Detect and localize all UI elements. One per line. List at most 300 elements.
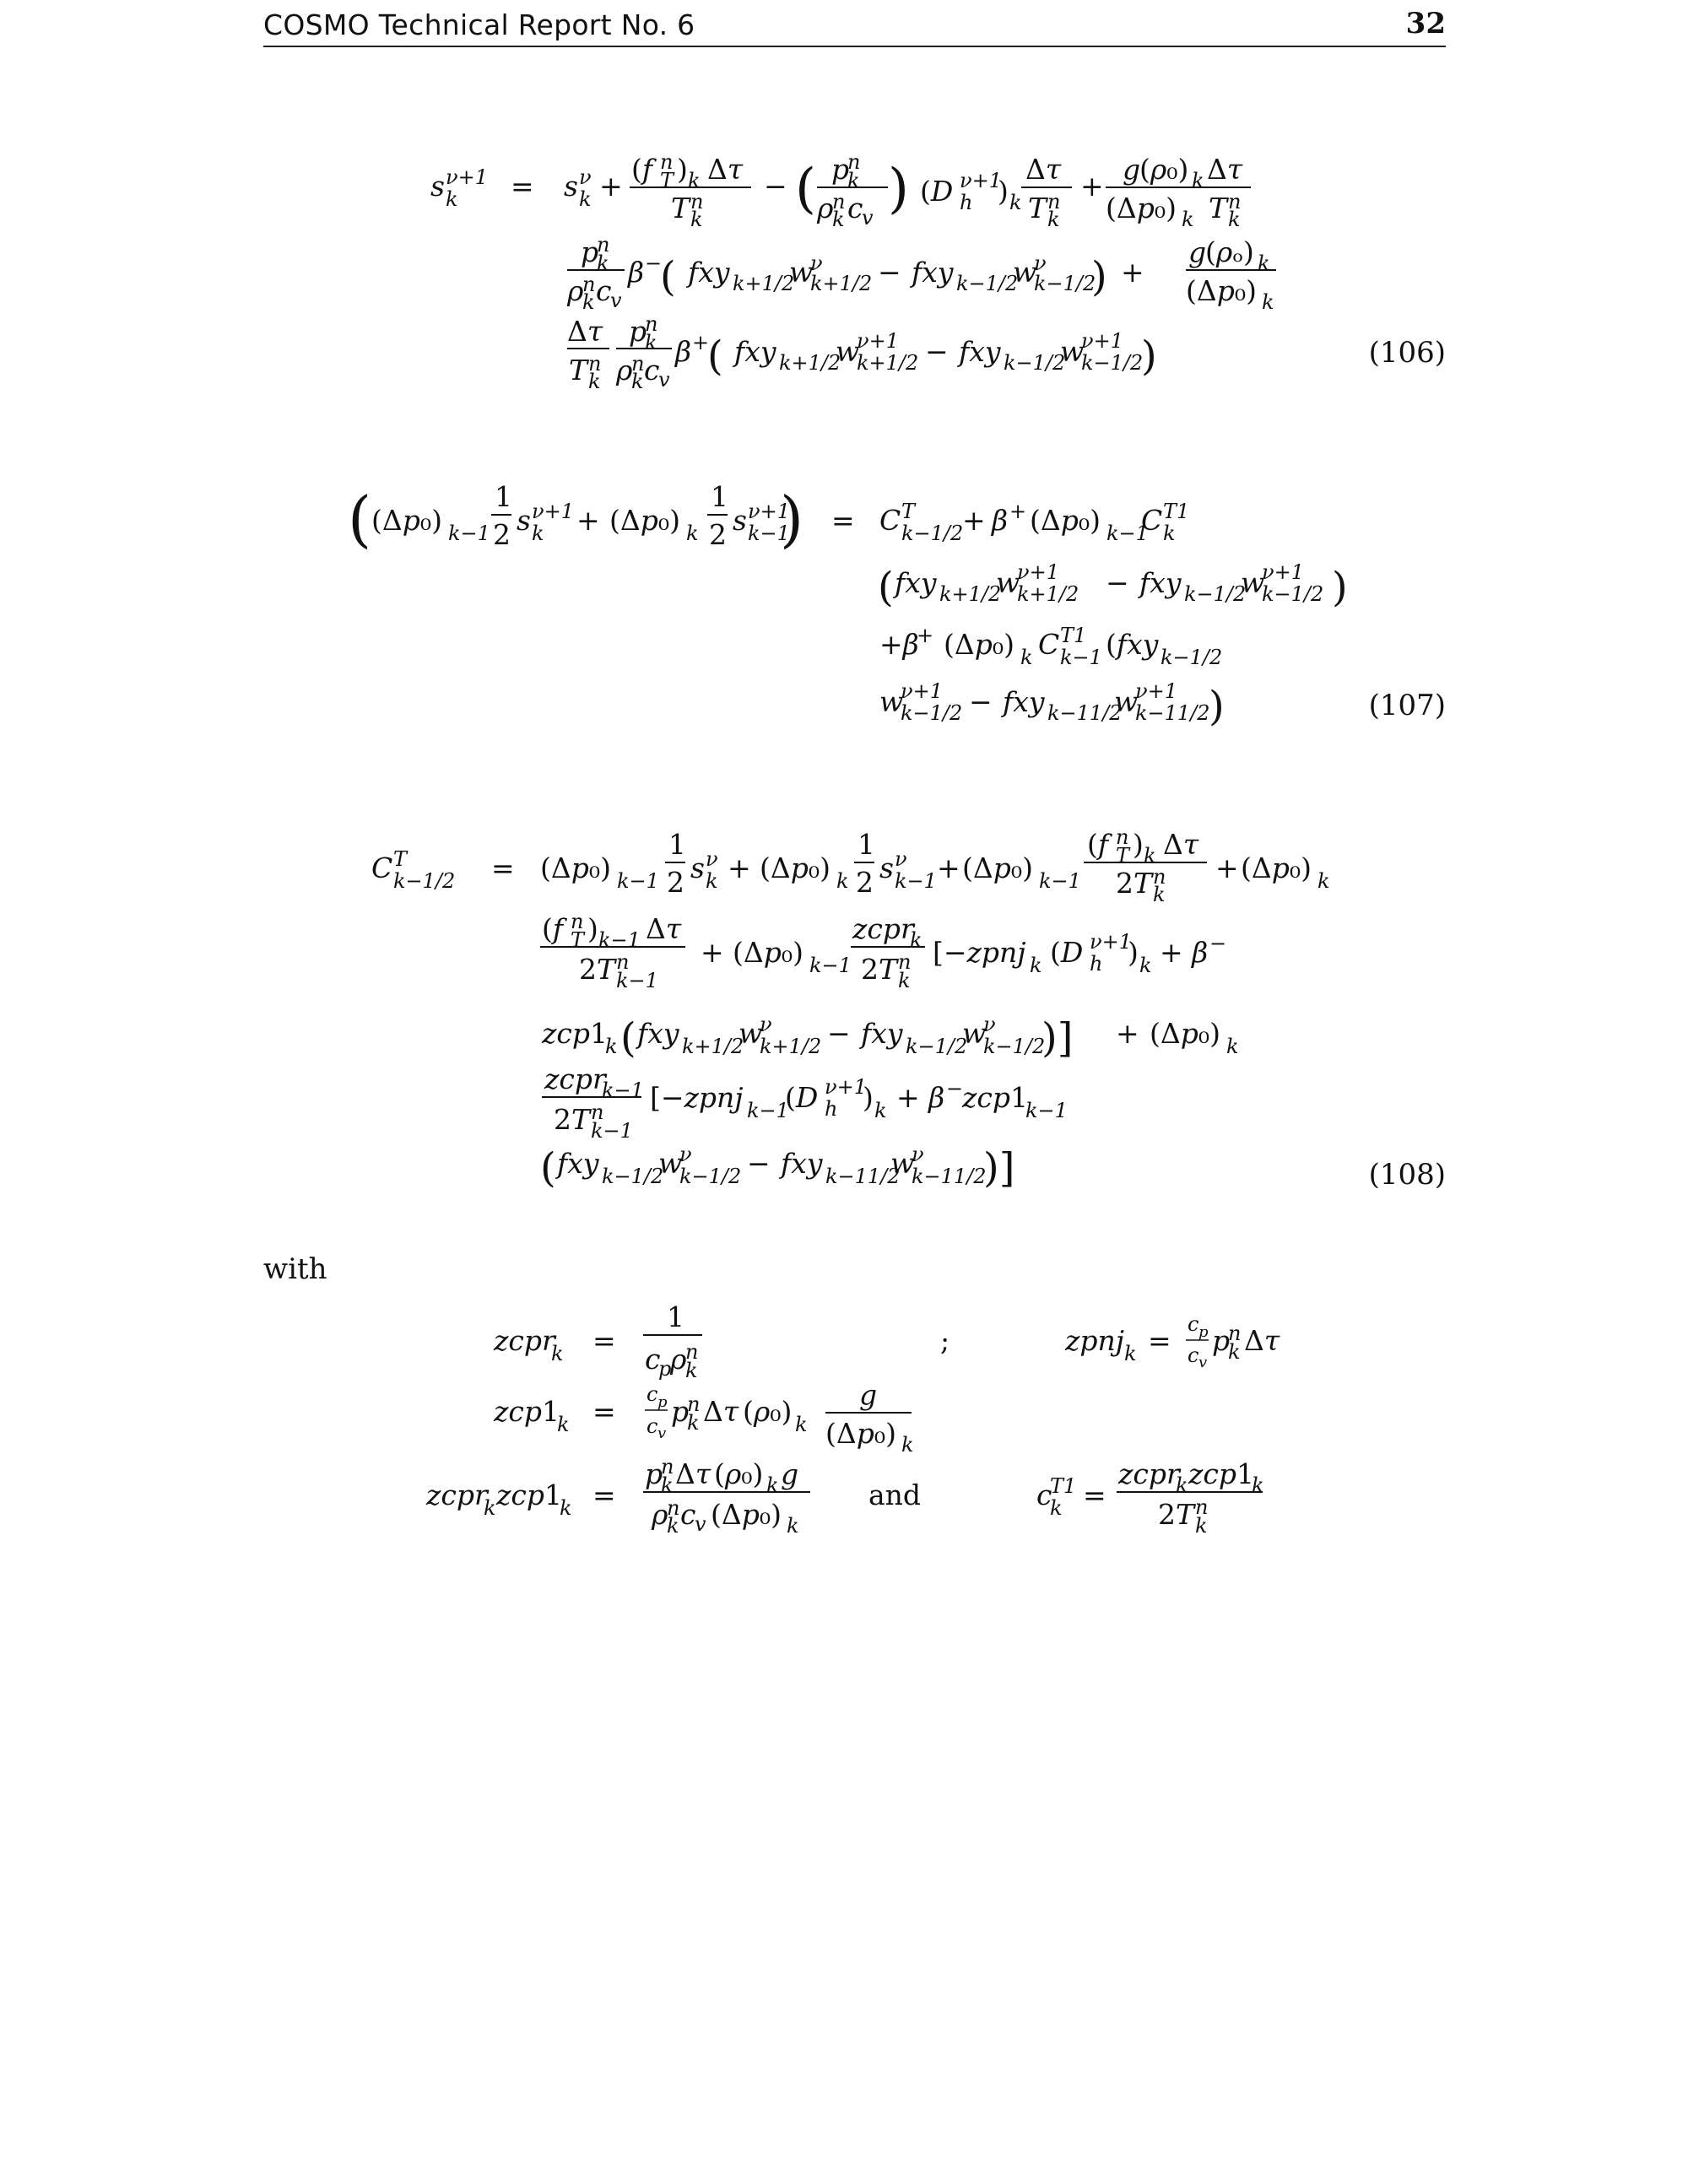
svg-text:fxy: fxy (1139, 566, 1182, 599)
svg-text:g: g (1188, 235, 1207, 268)
svg-text:+ β: + β (896, 1081, 945, 1114)
svg-text:2T: 2T (554, 1103, 591, 1136)
svg-text:k: k (874, 1099, 887, 1122)
svg-text:w: w (879, 685, 904, 718)
svg-text:k: k (1009, 191, 1022, 214)
svg-text:c: c (1188, 1312, 1199, 1336)
svg-text:k: k (706, 869, 718, 893)
svg-text:=: = (1083, 1479, 1106, 1511)
svg-text:p: p (629, 315, 647, 348)
svg-text:(: ( (878, 564, 894, 611)
svg-text:−: − (764, 170, 787, 203)
svg-text:k−1: k−1 (617, 869, 659, 893)
svg-text:+β: +β (879, 628, 919, 661)
svg-text:w: w (1241, 566, 1265, 599)
svg-text:ν+1: ν+1 (1135, 679, 1177, 703)
svg-text:ν: ν (706, 847, 718, 871)
svg-text:k−1: k−1 (1106, 522, 1149, 545)
svg-text:ν: ν (1034, 251, 1047, 275)
svg-text:2: 2 (709, 518, 727, 551)
svg-text:k−1: k−1 (591, 1119, 633, 1143)
svg-text:k−1/2: k−1/2 (1034, 272, 1096, 295)
svg-text:n: n (1116, 825, 1129, 849)
svg-text:fxy: fxy (734, 335, 776, 368)
equation-108 (371, 825, 1330, 1192)
svg-text:k−11/2: k−11/2 (912, 1165, 987, 1188)
svg-text:zcpr: zcpr (852, 912, 914, 945)
svg-text:ν+1: ν+1 (532, 500, 574, 523)
svg-text:(Δp₀): (Δp₀) (962, 851, 1033, 884)
svg-text:k−1/2: k−1/2 (901, 522, 964, 545)
svg-text:(Δp₀): (Δp₀) (1150, 1017, 1220, 1050)
svg-text:Δτ: Δτ (703, 1395, 739, 1428)
svg-text:n: n (1047, 190, 1061, 214)
svg-text:β: β (628, 256, 645, 289)
svg-text:(Δp₀): (Δp₀) (760, 851, 830, 884)
svg-text:ν+1: ν+1 (857, 329, 899, 353)
svg-text:−: − (747, 1147, 771, 1180)
svg-text:w: w (658, 1147, 683, 1180)
svg-text:C: C (371, 851, 393, 884)
svg-text:k+1/2: k+1/2 (857, 351, 919, 375)
svg-text:T1: T1 (1060, 624, 1087, 647)
svg-text:k−1: k−1 (1039, 869, 1081, 893)
svg-text:n: n (571, 910, 584, 933)
svg-text:c: c (680, 1498, 696, 1531)
svg-text:T: T (901, 500, 916, 523)
svg-text:zcp: zcp (1188, 1457, 1236, 1490)
svg-text:[−zpnj: [−zpnj (650, 1081, 744, 1114)
svg-text:n: n (690, 190, 704, 214)
svg-text:1: 1 (1236, 1457, 1254, 1490)
svg-text:s: s (879, 851, 894, 884)
svg-text:k: k (836, 869, 849, 893)
svg-text:=: = (592, 1395, 616, 1428)
svg-text:k−1/2: k−1/2 (679, 1165, 742, 1188)
svg-text:+ β: + β (1160, 936, 1209, 969)
svg-text:p: p (645, 1457, 663, 1490)
svg-text:)]: )] (1041, 1014, 1074, 1062)
svg-text:k: k (898, 969, 911, 992)
svg-text:1: 1 (667, 1300, 684, 1333)
svg-text:Δτ: Δτ (1163, 828, 1199, 861)
svg-text:n: n (1195, 1495, 1209, 1519)
svg-text:Δτ: Δτ (1244, 1324, 1280, 1357)
svg-text:ν: ν (983, 1013, 996, 1036)
svg-text:p: p (1212, 1324, 1231, 1357)
svg-text:k: k (1163, 522, 1176, 545)
svg-text:+: + (599, 170, 623, 203)
svg-text:k: k (832, 208, 845, 231)
svg-text:ν+1: ν+1 (446, 165, 488, 189)
svg-text:k: k (661, 1473, 674, 1497)
svg-text:+: + (1009, 500, 1027, 523)
svg-text:T: T (660, 169, 674, 192)
svg-text:k: k (446, 187, 458, 211)
svg-text:p: p (657, 1393, 668, 1411)
svg-text:): ) (780, 484, 804, 554)
svg-text:Δτ: Δτ (567, 315, 603, 348)
svg-text:zcp: zcp (494, 1395, 542, 1428)
svg-text:g: g (859, 1378, 878, 1411)
svg-text:c: c (1188, 1343, 1199, 1367)
svg-text:=: = (831, 504, 855, 537)
svg-text:n: n (631, 352, 645, 376)
svg-text:n: n (660, 150, 674, 174)
page-number: 32 (1405, 7, 1446, 41)
svg-text:(Δp₀): (Δp₀) (733, 936, 803, 969)
svg-text:−: − (946, 1077, 964, 1100)
svg-text:n: n (898, 950, 912, 974)
svg-text:ν: ν (895, 847, 907, 871)
svg-text:Δτ: Δτ (675, 1457, 711, 1490)
equation-106 (430, 150, 1276, 393)
svg-text:g: g (1123, 153, 1141, 186)
svg-text:1: 1 (544, 1479, 562, 1511)
svg-text:h: h (960, 191, 973, 214)
svg-text:fxy: fxy (637, 1017, 679, 1050)
svg-text:k: k (551, 1342, 564, 1365)
svg-text:k: k (1228, 208, 1241, 231)
svg-text:k: k (1258, 251, 1270, 275)
svg-text:(: ( (707, 332, 723, 380)
svg-text:n: n (685, 1340, 699, 1364)
svg-text:=: = (592, 1479, 616, 1511)
svg-text:k: k (1050, 1496, 1063, 1520)
svg-text:k−1: k−1 (598, 928, 641, 952)
svg-text:T: T (571, 928, 585, 952)
svg-text:k−1/2: k−1/2 (906, 1035, 968, 1058)
svg-text:h: h (825, 1097, 838, 1121)
svg-text:k: k (582, 290, 595, 314)
svg-text:w: w (1114, 685, 1139, 718)
svg-text:k: k (1195, 1514, 1208, 1538)
svg-text:h: h (1090, 952, 1103, 976)
svg-text:fxy: fxy (1003, 685, 1045, 718)
svg-text:fxy: fxy (959, 335, 1001, 368)
equation-107 (348, 480, 1348, 730)
svg-text:ρ: ρ (567, 274, 584, 307)
svg-text:k: k (1192, 169, 1204, 192)
svg-text:s: s (690, 851, 705, 884)
svg-text:(Δp₀): (Δp₀) (540, 851, 611, 884)
svg-text:(ρ₀): (ρ₀) (714, 1457, 764, 1490)
svg-text:w: w (738, 1017, 763, 1050)
svg-text:n: n (687, 1392, 701, 1416)
svg-text:T1: T1 (1163, 500, 1190, 523)
svg-text:k: k (579, 187, 592, 211)
svg-text:k: k (1182, 208, 1194, 231)
svg-text:+: + (1080, 170, 1104, 203)
svg-text:T: T (569, 354, 588, 387)
svg-text:ν: ν (912, 1143, 924, 1166)
svg-text:−: − (925, 335, 949, 368)
svg-text:=: = (511, 170, 534, 203)
svg-text:(Δp₀): (Δp₀) (711, 1498, 782, 1531)
svg-text:n: n (591, 1100, 604, 1124)
svg-text:ρ: ρ (817, 192, 834, 224)
svg-text:(: ( (540, 1144, 556, 1192)
svg-text:k: k (687, 1411, 700, 1435)
svg-text:c: c (847, 192, 863, 224)
svg-text:k−1/2: k−1/2 (1160, 646, 1223, 669)
svg-text:ν+1: ν+1 (960, 169, 1002, 192)
svg-text:T: T (393, 847, 408, 871)
svg-text:zcpr: zcpr (544, 1062, 606, 1095)
svg-text:k: k (847, 169, 860, 192)
svg-text:zpnj: zpnj (1065, 1324, 1124, 1357)
svg-text:c: c (596, 274, 612, 307)
svg-text:n: n (1228, 1322, 1242, 1345)
svg-text:k: k (631, 370, 644, 393)
svg-text:k−11/2: k−11/2 (1047, 701, 1123, 725)
svg-text:+: + (917, 624, 934, 647)
svg-text:k: k (588, 370, 601, 393)
svg-text:−: − (645, 251, 663, 275)
svg-text:k−1/2: k−1/2 (602, 1165, 664, 1188)
svg-text:1: 1 (1010, 1081, 1028, 1114)
svg-text:k: k (1144, 844, 1156, 868)
svg-text:c: c (644, 354, 660, 387)
svg-text:−: − (878, 256, 901, 289)
svg-text:): ) (1128, 936, 1139, 969)
svg-text:v: v (610, 289, 622, 312)
svg-text:k: k (1228, 1340, 1241, 1364)
svg-text:p: p (581, 235, 599, 268)
svg-text:p: p (671, 1395, 690, 1428)
svg-text:c: c (647, 1414, 658, 1438)
svg-text:k+1/2: k+1/2 (810, 272, 873, 295)
svg-text:): ) (888, 158, 909, 220)
svg-text:k−11/2: k−11/2 (825, 1165, 901, 1188)
svg-text:ν+1: ν+1 (1262, 560, 1304, 584)
svg-text:zcp: zcp (542, 1017, 590, 1050)
svg-text:β: β (992, 504, 1009, 537)
svg-text:1: 1 (542, 1395, 560, 1428)
svg-text:(Δp₀): (Δp₀) (371, 504, 442, 537)
svg-text:k−1: k−1 (747, 1099, 789, 1122)
svg-text:k: k (560, 1496, 572, 1520)
svg-text:(ρₒ): (ρₒ) (1205, 235, 1254, 268)
svg-text:fxy: fxy (912, 256, 954, 289)
svg-text:(Δp₀): (Δp₀) (609, 504, 680, 537)
svg-text:−: − (827, 1017, 851, 1050)
svg-text:k−1/2: k−1/2 (393, 869, 456, 893)
svg-text:n: n (1153, 865, 1166, 889)
svg-text:w: w (836, 335, 860, 368)
svg-text:Δτ: Δτ (1025, 153, 1062, 186)
svg-text:s: s (733, 504, 747, 537)
svg-text:fxy: fxy (688, 256, 730, 289)
svg-text:k: k (901, 1433, 914, 1457)
svg-text:): ) (998, 175, 1009, 208)
svg-text:): ) (1141, 332, 1157, 380)
svg-text:k−1/2: k−1/2 (956, 272, 1019, 295)
svg-text:2T: 2T (579, 953, 616, 986)
svg-text:+: + (692, 331, 710, 354)
svg-text:ν: ν (579, 165, 592, 189)
svg-text:=: = (592, 1324, 616, 1357)
svg-text:w: w (890, 1147, 915, 1180)
svg-text:fxy: fxy (557, 1147, 599, 1180)
svg-text:k: k (532, 522, 544, 545)
svg-text:2: 2 (493, 518, 511, 551)
svg-text:k−1: k−1 (1060, 646, 1102, 669)
svg-text:k: k (484, 1496, 496, 1520)
svg-text:ν+1: ν+1 (748, 500, 790, 523)
svg-text:k: k (1020, 646, 1033, 669)
svg-text:;: ; (940, 1324, 950, 1357)
svg-text:fxy: fxy (861, 1017, 903, 1050)
svg-text:): ) (587, 912, 598, 945)
svg-text:(f: (f (1087, 828, 1109, 861)
svg-text:ν+1: ν+1 (1081, 329, 1123, 353)
svg-text:T: T (1116, 844, 1130, 868)
svg-text:n: n (588, 352, 602, 376)
svg-text:w: w (1013, 256, 1037, 289)
svg-text:ν: ν (760, 1013, 772, 1036)
svg-text:(Δp₀): (Δp₀) (1186, 274, 1257, 307)
svg-text:n: n (661, 1455, 674, 1479)
svg-text:1: 1 (711, 480, 728, 513)
svg-text:+: + (701, 936, 724, 969)
svg-text:w: w (996, 566, 1020, 599)
svg-text:(ρ₀): (ρ₀) (743, 1395, 793, 1428)
svg-text:(f: (f (631, 153, 653, 186)
svg-text:n: n (847, 150, 861, 174)
svg-text:k: k (795, 1413, 808, 1436)
svg-text:k−1: k−1 (809, 954, 852, 977)
svg-text:p: p (658, 1357, 672, 1381)
svg-text:zcp: zcp (496, 1479, 544, 1511)
svg-text:k: k (605, 1035, 618, 1058)
svg-text:k: k (645, 331, 657, 354)
svg-text:s: s (564, 170, 578, 203)
svg-text:k−1: k−1 (748, 522, 790, 545)
svg-text:C: C (1141, 504, 1163, 537)
svg-text:k−1: k−1 (895, 869, 937, 893)
equation-number-107: (107) (1368, 689, 1446, 722)
svg-text:): ) (1209, 683, 1225, 730)
svg-text:n: n (832, 190, 846, 214)
svg-text:g: g (781, 1457, 799, 1490)
svg-text:k−1/2: k−1/2 (1081, 351, 1144, 375)
svg-text:(: ( (795, 158, 816, 220)
svg-text:n: n (582, 273, 596, 296)
svg-text:k: k (1153, 883, 1166, 906)
svg-text:+: + (937, 851, 960, 884)
svg-text:[−zpnj: [−zpnj (933, 936, 1026, 969)
svg-text:): ) (1332, 564, 1348, 611)
svg-text:k−1: k−1 (602, 1078, 644, 1102)
svg-text:(D: (D (1050, 936, 1084, 969)
svg-text:v: v (695, 1512, 706, 1536)
svg-text:=: = (491, 851, 515, 884)
svg-text:k+1/2: k+1/2 (939, 582, 1002, 606)
svg-text:p: p (831, 153, 850, 186)
equation-number-108: (108) (1368, 1158, 1446, 1192)
svg-text:k: k (688, 169, 701, 192)
svg-text:(ρ₀): (ρ₀) (1139, 153, 1189, 186)
svg-text:1: 1 (858, 828, 875, 861)
svg-text:(: ( (348, 484, 372, 554)
svg-text:β: β (675, 335, 692, 368)
svg-text:p: p (1198, 1323, 1209, 1341)
svg-text:k+1/2: k+1/2 (1017, 582, 1079, 606)
svg-text:s: s (517, 504, 531, 537)
svg-text:k: k (1252, 1473, 1264, 1497)
svg-text:+: + (728, 851, 751, 884)
svg-text:+: + (1215, 851, 1239, 884)
svg-text:): ) (677, 153, 688, 186)
svg-text:(Δp₀): (Δp₀) (1106, 192, 1177, 224)
svg-text:Δτ: Δτ (1207, 153, 1243, 186)
svg-text:ρ: ρ (670, 1343, 687, 1376)
with-text: with (263, 1252, 327, 1286)
svg-text:Δτ: Δτ (646, 912, 682, 945)
svg-text:k: k (690, 208, 703, 231)
svg-text:(Δp₀): (Δp₀) (1030, 504, 1101, 537)
svg-text:k: k (910, 928, 922, 952)
svg-text:k: k (686, 522, 699, 545)
svg-text:k−1/2: k−1/2 (1262, 582, 1324, 606)
svg-text:w: w (1060, 335, 1085, 368)
svg-text:k+1/2: k+1/2 (760, 1035, 822, 1058)
svg-text:k: k (1030, 954, 1042, 977)
svg-text:c: c (1036, 1479, 1052, 1511)
svg-text:k: k (597, 251, 609, 275)
svg-text:+: + (962, 504, 986, 537)
svg-text:ν: ν (810, 251, 823, 275)
svg-text:s: s (430, 170, 445, 203)
svg-text:zcpr: zcpr (1118, 1457, 1180, 1490)
svg-text:+: + (576, 504, 600, 537)
svg-text:(D: (D (920, 175, 954, 208)
svg-text:k: k (1176, 1473, 1188, 1497)
svg-text:w: w (962, 1017, 987, 1050)
svg-text:): ) (1091, 253, 1107, 300)
svg-text:k−1: k−1 (1025, 1099, 1068, 1122)
svg-text:n: n (616, 950, 630, 974)
svg-text:1: 1 (590, 1017, 608, 1050)
svg-text:ρ: ρ (652, 1498, 668, 1531)
svg-text:(f: (f (542, 912, 564, 945)
svg-text:1: 1 (668, 828, 686, 861)
svg-text:T: T (671, 192, 690, 224)
svg-text:1: 1 (495, 480, 512, 513)
svg-text:(Δp₀): (Δp₀) (944, 628, 1014, 661)
svg-text:k−1: k−1 (616, 969, 658, 992)
svg-text:k: k (667, 1514, 679, 1538)
svg-text:fxy: fxy (895, 566, 937, 599)
svg-text:2T: 2T (861, 953, 898, 986)
svg-text:k+1/2: k+1/2 (733, 272, 795, 295)
svg-text:v: v (657, 1424, 667, 1442)
svg-text:2: 2 (856, 866, 874, 899)
svg-text:ν: ν (679, 1143, 692, 1166)
report-header-title: COSMO Technical Report No. 6 (263, 8, 695, 41)
svg-text:zcpr: zcpr (494, 1324, 555, 1357)
svg-text:n: n (667, 1496, 680, 1520)
svg-text:−: − (1209, 932, 1227, 955)
svg-text:k: k (1139, 954, 1152, 977)
svg-text:k−1/2: k−1/2 (1184, 582, 1247, 606)
svg-text:(: ( (660, 253, 676, 300)
svg-text:ρ: ρ (616, 354, 633, 387)
svg-text:ν+1: ν+1 (825, 1075, 867, 1099)
svg-text:k−11/2: k−11/2 (1135, 701, 1210, 725)
svg-text:k: k (766, 1473, 779, 1497)
